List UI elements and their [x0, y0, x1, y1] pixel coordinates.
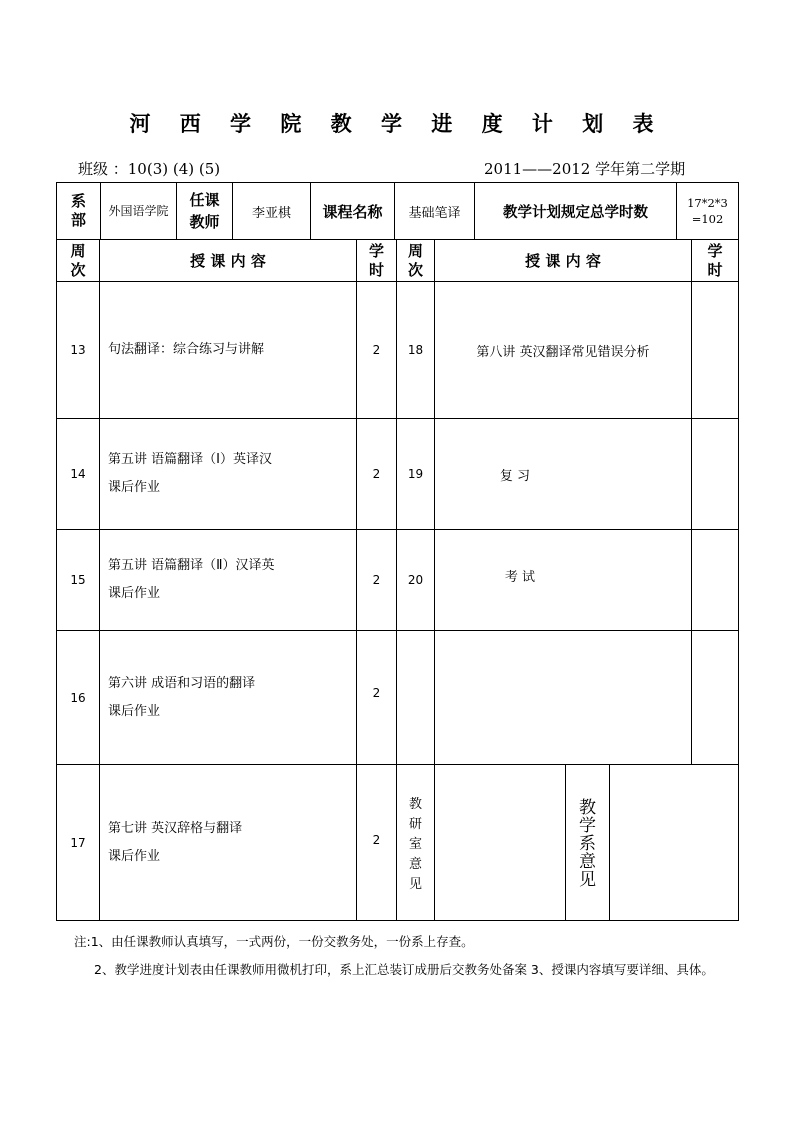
content-line: 课后作业 [108, 480, 161, 495]
total-hours-formula: 17*2*3 [687, 196, 728, 210]
content-line: 第五讲 语篇翻译（Ⅱ）汉译英 [108, 558, 275, 573]
dept-opinion-text: 教学系意见 [579, 798, 596, 890]
content-cell [100, 530, 356, 630]
content-line: 第七讲 英汉辞格与翻译 [108, 820, 243, 836]
week-cell: 14 [70, 467, 86, 481]
note-line-1: 注:1、由任课教师认真填写，一式两份，一份交教务处，一份系上存查。 [74, 934, 474, 949]
week-cell [397, 631, 434, 764]
dept-value: 外国语学院 [108, 204, 169, 218]
hours-cell: 2 [372, 686, 381, 700]
content-line: 第五讲 语篇翻译（Ⅰ）英译汉 [108, 452, 272, 467]
page-title: 河 西 学 院 教 学 进 度 计 划 表 [129, 111, 665, 136]
office-opinion-field [435, 765, 565, 920]
week-cell: 13 [70, 343, 86, 357]
week-header-right [397, 240, 434, 281]
content-cell [435, 631, 691, 764]
content-line: 课后作业 [108, 848, 161, 864]
hours-cell [692, 282, 738, 418]
class-label: 班级 ：10(3) (4) (5) [78, 160, 221, 178]
total-hours-result: =102 [691, 212, 724, 226]
note-line-2: 2、教学进度计划表由任课教师用微机打印，系上汇总装订成册后交教务处备案 3、授课内容填写要详细、具体。 [94, 962, 714, 977]
teacher-label-text: 任课教师 [189, 191, 220, 231]
week-cell: 15 [70, 573, 86, 587]
week-cell: 19 [407, 467, 424, 481]
content-cell [100, 282, 356, 418]
week-cell: 18 [407, 343, 424, 357]
content-cell: 复 习 [499, 468, 531, 484]
hours-header-right-text: 学时 [707, 241, 723, 279]
week-cell: 16 [70, 690, 86, 705]
hours-cell [692, 631, 738, 764]
course-label: 课程名称 [322, 202, 383, 221]
dept-label [57, 183, 100, 239]
hours-cell [692, 419, 738, 529]
dept-opinion-field [610, 765, 738, 920]
week-cell: 20 [407, 573, 424, 587]
hours-cell: 2 [372, 343, 381, 357]
office-opinion-text: 教研室意见 [408, 797, 422, 892]
hours-cell: 2 [372, 833, 381, 847]
week-header-left [57, 240, 99, 281]
content-header-right: 授 课 内 容 [525, 252, 601, 270]
content-header-left: 授 课 内 容 [190, 252, 266, 270]
week-header-left-text: 周次 [70, 241, 86, 279]
hours-cell: 2 [372, 573, 381, 587]
hours-cell: 2 [372, 467, 381, 481]
dept-opinion-label [566, 765, 609, 920]
content-cell: 第八讲 英汉翻译常见错误分析 [476, 344, 650, 360]
content-line: 课后作业 [108, 703, 161, 719]
notes [74, 928, 734, 984]
teacher-value: 李亚棋 [251, 205, 291, 221]
content-cell: 考 试 [504, 569, 536, 585]
content-cell [100, 419, 356, 529]
hours-header-left [357, 240, 396, 281]
total-hours-value [677, 183, 738, 239]
total-hours-label: 教学计划规定总学时数 [503, 203, 648, 221]
course-value: 基础笔译 [408, 205, 461, 221]
hours-cell [692, 530, 738, 630]
content-cell [100, 765, 356, 920]
content-cell [100, 631, 356, 764]
teacher-label [177, 183, 232, 239]
week-cell: 17 [70, 835, 86, 850]
office-opinion-label [397, 765, 434, 920]
term-label: 2011——2012 学年第二学期 [484, 160, 686, 178]
dept-label-text: 系部 [70, 192, 86, 229]
content-line: 第六讲 成语和习语的翻译 [108, 675, 256, 691]
content-line: 课后作业 [108, 586, 161, 601]
hours-header-left-text: 学时 [368, 241, 384, 279]
hours-header-right [692, 240, 738, 281]
content-line: 句法翻译：综合练习与讲解 [108, 342, 265, 357]
week-header-right-text: 周次 [407, 241, 423, 279]
